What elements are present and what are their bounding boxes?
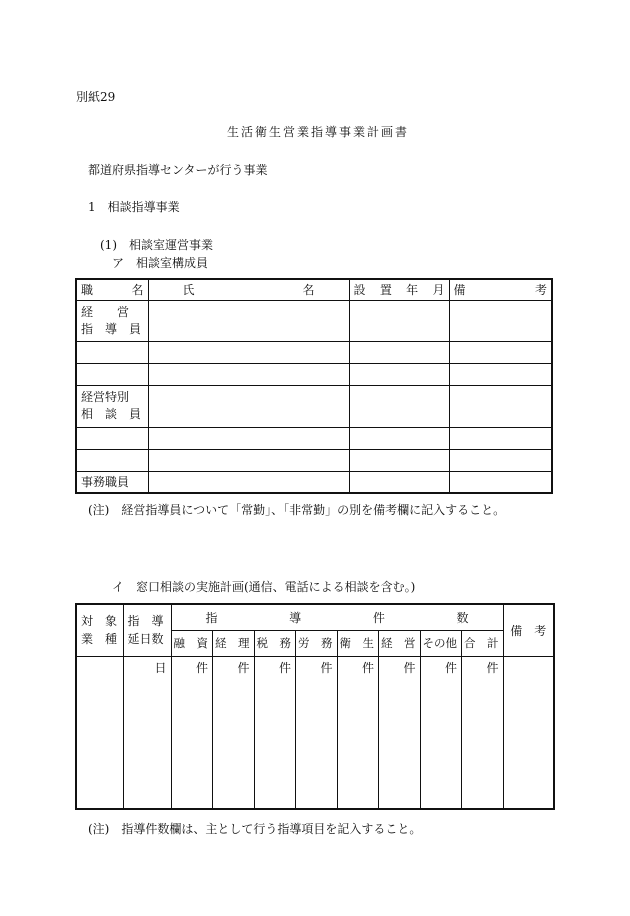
table-cell[interactable] <box>148 427 349 449</box>
count-cell[interactable]: 件 <box>462 656 504 809</box>
count-cell[interactable]: 件 <box>420 656 462 809</box>
table-cell[interactable] <box>449 363 552 385</box>
section-heading: 1 相談指導事業 <box>88 200 180 214</box>
subheader-5: 経 営 <box>379 630 421 656</box>
table-cell[interactable] <box>349 363 449 385</box>
table-cell[interactable] <box>449 300 552 341</box>
table-cell[interactable] <box>349 341 449 363</box>
table-cell[interactable] <box>76 449 148 471</box>
table-cell[interactable] <box>148 385 349 427</box>
table-row <box>76 341 552 363</box>
job-title-cell: 事務職員 <box>76 471 148 493</box>
staff-table <box>75 278 553 494</box>
table-cell[interactable] <box>449 449 552 471</box>
count-cell[interactable]: 件 <box>171 656 213 809</box>
header-established: 設 置 年 月 <box>353 283 445 298</box>
table-cell[interactable] <box>148 471 349 493</box>
count-cell[interactable]: 件 <box>213 656 255 809</box>
table-cell[interactable] <box>76 341 148 363</box>
table-cell[interactable] <box>76 656 123 809</box>
table-row <box>76 363 552 385</box>
table-cell[interactable] <box>148 449 349 471</box>
table-cell[interactable] <box>148 363 349 385</box>
table-row <box>76 449 552 471</box>
note-2: (注) 指導件数欄は、主として行う指導項目を記入すること。 <box>88 822 422 836</box>
header-name: 氏 名 <box>182 283 315 298</box>
count-cell[interactable]: 件 <box>337 656 379 809</box>
table-row <box>76 300 552 341</box>
table-header-row <box>76 279 552 300</box>
header-guidance-days-2: 延日数 <box>127 632 164 647</box>
count-cell[interactable]: 件 <box>379 656 421 809</box>
table-row <box>76 427 552 449</box>
remarks-cell[interactable] <box>503 656 554 809</box>
header-guidance-days: 指 導 <box>127 614 164 629</box>
subheader-0: 融 資 <box>171 630 213 656</box>
table-cell[interactable] <box>349 427 449 449</box>
count-cell[interactable]: 件 <box>254 656 296 809</box>
subheader-4: 衛 生 <box>337 630 379 656</box>
days-cell[interactable]: 日 <box>123 656 171 809</box>
table-cell[interactable] <box>349 449 449 471</box>
table-header-row <box>76 604 554 630</box>
table-cell[interactable] <box>449 471 552 493</box>
page-title: 生活衛生営業指導事業計画書 <box>227 125 410 139</box>
header-target-industry-2: 業 種 <box>81 632 118 647</box>
table-cell[interactable] <box>449 385 552 427</box>
subheader-7: 合 計 <box>462 630 504 656</box>
job-title-cell: 経 営 <box>81 304 130 319</box>
annex-label: 別紙29 <box>76 90 116 104</box>
job-title-cell: 指 導 員 <box>81 321 142 336</box>
table-cell[interactable] <box>449 427 552 449</box>
subheader-3: 労 務 <box>296 630 338 656</box>
table-cell[interactable] <box>76 427 148 449</box>
subtitle: 都道府県指導センターが行う事業 <box>88 163 268 177</box>
table-cell[interactable] <box>148 300 349 341</box>
subheader-6: その他 <box>420 630 462 656</box>
table-row <box>76 471 552 493</box>
header-remarks: 備 考 <box>503 604 554 656</box>
header-job-title: 職 名 <box>81 283 144 298</box>
table-cell[interactable] <box>76 363 148 385</box>
consultation-plan-table <box>75 603 555 810</box>
table-cell[interactable] <box>349 471 449 493</box>
count-cell[interactable]: 件 <box>296 656 338 809</box>
table-row <box>76 385 552 427</box>
table-cell[interactable] <box>349 385 449 427</box>
table-cell[interactable] <box>449 341 552 363</box>
job-title-cell: 相 談 員 <box>81 407 142 421</box>
table-cell[interactable] <box>349 300 449 341</box>
item-heading-a: ア 相談室構成員 <box>112 256 209 270</box>
table-row <box>76 656 554 809</box>
header-remarks: 備 考 <box>453 283 547 298</box>
subsection-heading: (1) 相談室運営事業 <box>100 238 213 252</box>
header-guidance-count: 指 導 件 数 <box>205 610 469 625</box>
note-1: (注) 経営指導員について「常勤」、「非常勤」の別を備考欄に記入すること。 <box>88 503 506 517</box>
header-target-industry: 対 象 <box>81 614 118 629</box>
table-cell[interactable] <box>148 341 349 363</box>
item-heading-i: イ 窓口相談の実施計画(通信、電話による相談を含む。) <box>112 580 416 594</box>
subheader-2: 税 務 <box>254 630 296 656</box>
job-title-cell: 経営特別 <box>81 390 130 404</box>
subheader-1: 経 理 <box>213 630 255 656</box>
